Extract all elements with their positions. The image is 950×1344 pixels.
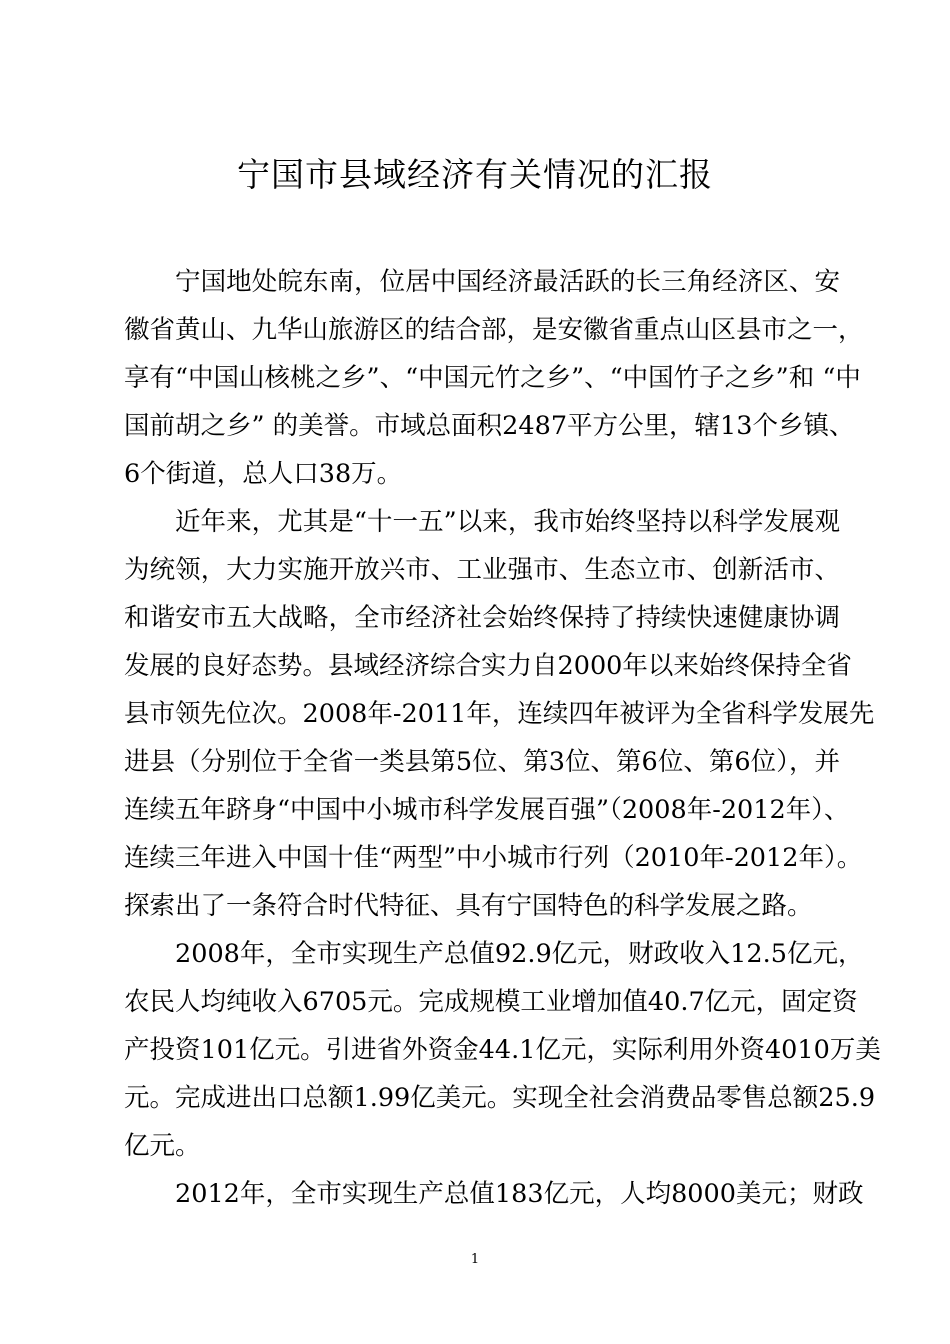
paragraph-line: 连续三年进入中国十佳“两型”中小城市行列（2010年-2012年）。: [124, 843, 863, 873]
document-body: [124, 258, 881, 1218]
paragraph-line: 国前胡之乡” 的美誉。市域总面积2487平方公里，辖13个乡镇、: [124, 411, 855, 441]
paragraph-line: 2008年，全市实现生产总值92.9亿元，财政收入12.5亿元，: [175, 939, 864, 969]
document-title: 宁国市县域经济有关情况的汇报: [237, 155, 713, 194]
paragraph-line: 农民人均纯收入6705元。完成规模工业增加值40.7亿元，固定资: [124, 987, 858, 1017]
paragraph-line: 为统领，大力实施开放兴市、工业强市、生态立市、创新活市、: [124, 555, 840, 585]
paragraph-line: 6个街道，总人口38万。: [124, 459, 403, 489]
paragraph-intro: [124, 258, 864, 498]
paragraph-line: 亿元。: [124, 1131, 201, 1161]
paragraph-development: [124, 498, 875, 930]
paragraph-2012-stats: [124, 1170, 864, 1218]
paragraph-line: 元。完成进出口总额1.99亿美元。实现全社会消费品零售总额25.9: [124, 1083, 876, 1113]
paragraph-line: 和谐安市五大战略，全市经济社会始终保持了持续快速健康协调: [124, 603, 840, 633]
paragraph-line: 宁国地处皖东南，位居中国经济最活跃的长三角经济区、安: [175, 267, 840, 297]
paragraph-line: 进县（分别位于全省一类县第5位、第3位、第6位、第6位），并: [124, 747, 840, 777]
paragraph-line: 县市领先位次。2008年-2011年，连续四年被评为全省科学发展先: [124, 699, 875, 729]
paragraph-line: 2012年，全市实现生产总值183亿元，人均8000美元；财政: [175, 1179, 864, 1209]
paragraph-line: 连续五年跻身“中国中小城市科学发展百强”（2008年-2012年）、: [124, 795, 850, 825]
paragraph-line: 徽省黄山、九华山旅游区的结合部，是安徽省重点山区县市之一，: [124, 315, 864, 345]
paragraph-line: 探索出了一条符合时代特征、具有宁国特色的科学发展之路。: [124, 891, 813, 921]
paragraph-line: 发展的良好态势。县域经济综合实力自2000年以来始终保持全省: [124, 651, 852, 681]
page-number: 1: [470, 1252, 480, 1267]
paragraph-line: 产投资101亿元。引进省外资金44.1亿元，实际利用外资4010万美: [124, 1035, 881, 1065]
paragraph-2008-stats: [124, 930, 881, 1170]
paragraph-line: 近年来，尤其是“十一五”以来，我市始终坚持以科学发展观: [175, 507, 840, 537]
paragraph-line: 享有“中国山核桃之乡”、“中国元竹之乡”、“中国竹子之乡”和 “中: [124, 363, 861, 393]
